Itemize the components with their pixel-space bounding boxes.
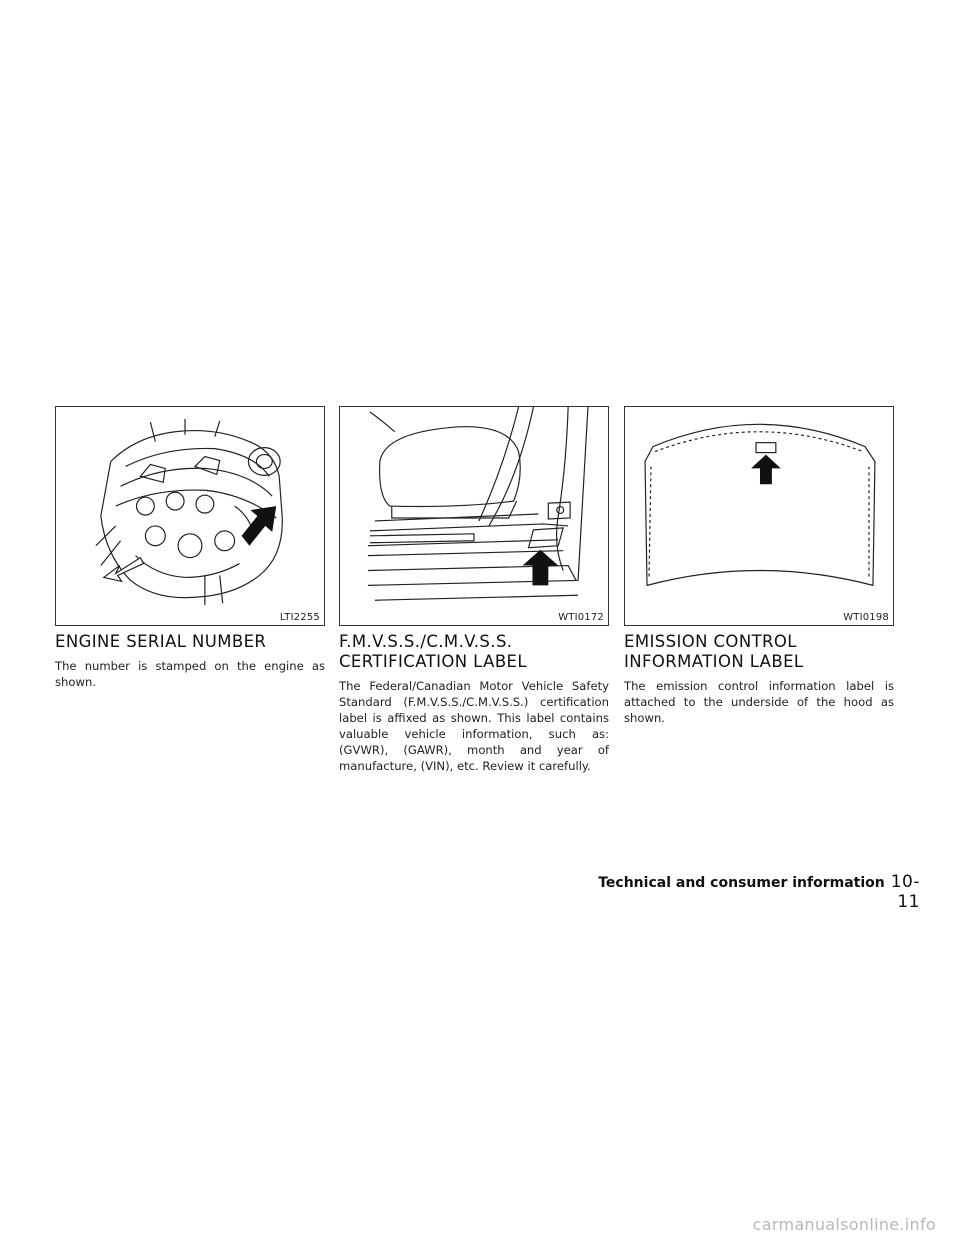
hood-label-icon <box>625 407 893 625</box>
page-number: 10-11 <box>890 872 920 912</box>
section-body: The emission control information label is attached to the underside of the hood as shown. <box>624 679 894 725</box>
section-heading: F.M.V.S.S./C.M.V.S.S. CERTIFICATION LABEL <box>339 632 527 671</box>
door-sill-label-icon <box>340 407 608 625</box>
figure-code: LTI2255 <box>279 612 320 623</box>
footer-section-title: Technical and consumer information <box>598 875 885 891</box>
figure-code: WTI0172 <box>558 612 604 623</box>
section-body: The number is stamped on the engine as shown. <box>55 659 325 689</box>
watermark-text: carmanualsonline.info <box>752 1215 936 1234</box>
figure-door-sill <box>339 406 609 626</box>
figure-hood <box>624 406 894 626</box>
figure-code: WTI0198 <box>843 612 889 623</box>
section-engine-serial <box>55 406 335 690</box>
page-footer <box>590 872 920 912</box>
section-emission-label <box>624 406 904 726</box>
section-heading: ENGINE SERIAL NUMBER <box>55 632 267 651</box>
watermark <box>0 1215 960 1234</box>
figure-engine <box>55 406 325 626</box>
section-body: The Federal/Canadian Motor Vehicle Safety Standard (F.M.V.S.S./C.M.V.S.S.) certification label is affixed as shown. This label contains valuable vehicle information, such as: (GVWR), (GAWR), month and year of manufacture, (VIN), etc. Review it carefully. <box>339 679 609 773</box>
engine-icon <box>56 407 324 625</box>
section-certification-label <box>339 406 619 774</box>
section-heading: EMISSION CONTROL INFORMATION LABEL <box>624 632 804 671</box>
